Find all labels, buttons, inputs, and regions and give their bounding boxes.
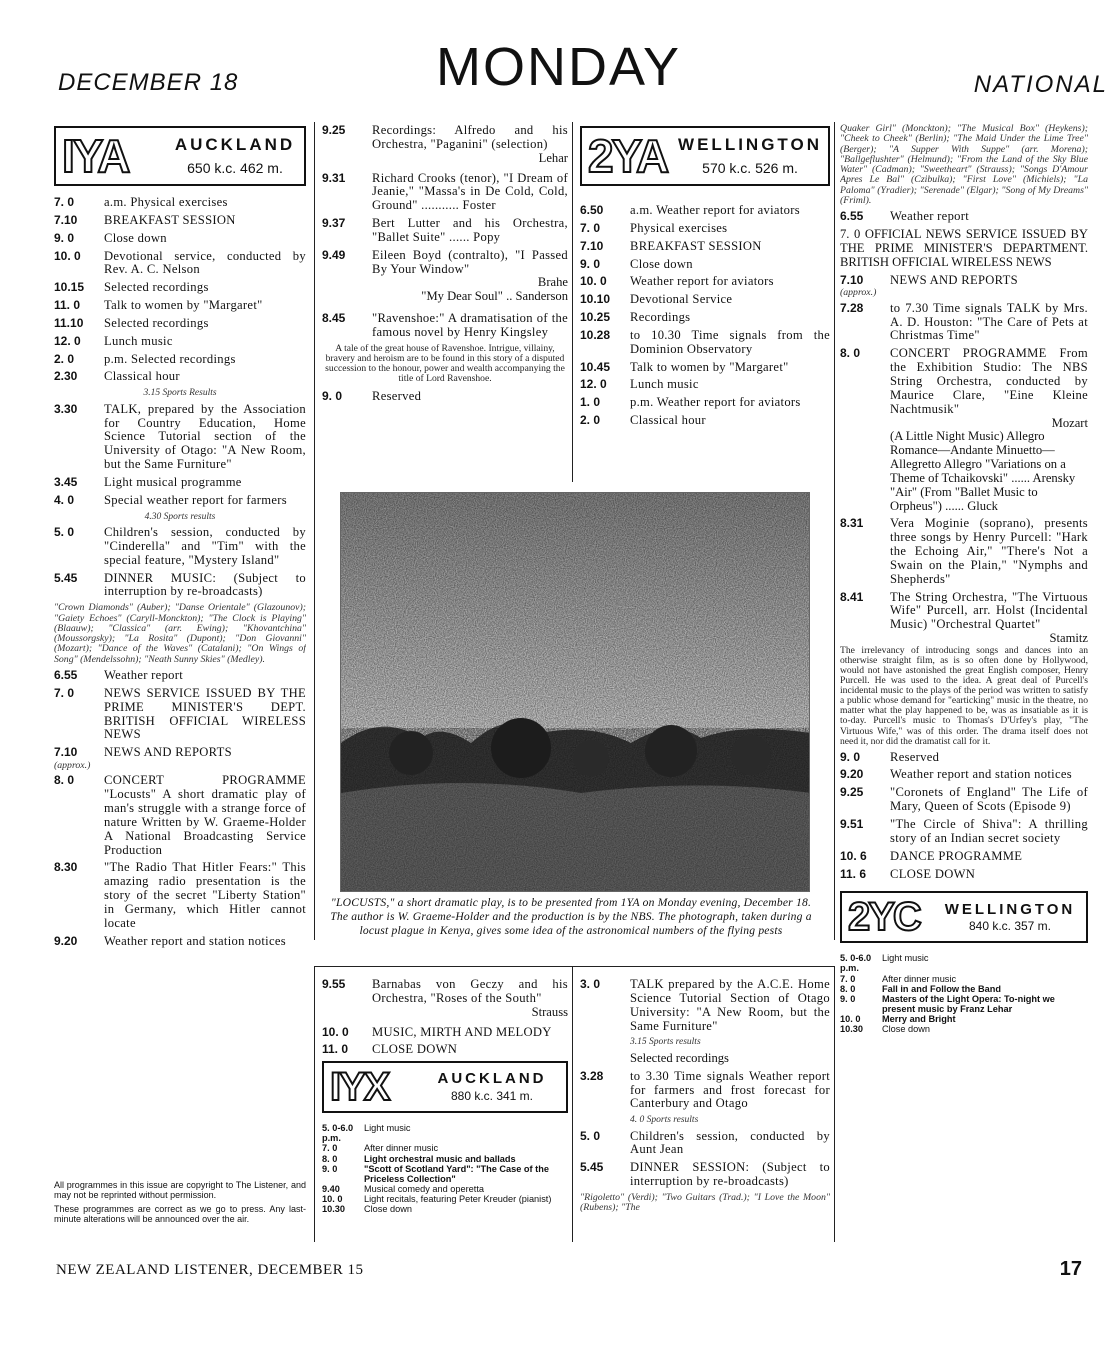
programme-description: "Ravenshoe:" A dramatisation of the famous novel by Henry Kingsley: [372, 311, 568, 339]
programme-description: Selected recordings: [104, 280, 209, 295]
programme-description: CONCERT PROGRAMME From the Exhibition Studio: The NBS String Orchestra, conducted by Maurice Clare, "Eine Kleine Nachtmusik": [890, 346, 1088, 416]
programme-description: Recordings: [630, 310, 691, 325]
approx-note: (approx.): [54, 760, 91, 772]
station-frequency: 650 k.c. 462 m.: [187, 159, 283, 176]
programme-item: [322, 390, 568, 404]
programme-item: [322, 1026, 568, 1040]
programme-time: 12. 0: [580, 377, 607, 392]
programme-item: [840, 591, 1088, 633]
programme-item: [322, 1123, 568, 1143]
programme-time: 10. 6: [840, 848, 867, 863]
programme-description: Fall in and Follow the Band: [882, 983, 1001, 994]
programme-description: Lunch music: [630, 377, 699, 392]
column-1YA: [54, 126, 306, 1176]
programme-item: [840, 850, 1088, 864]
sports-note: 3.15 Sports results: [630, 1037, 701, 1048]
station-city: WELLINGTON: [678, 134, 822, 154]
day-title: MONDAY: [436, 37, 682, 97]
programme-description: Weather report: [104, 667, 184, 682]
programme-item: [840, 210, 1088, 224]
sports-note: 3.15 Sports Results: [143, 388, 217, 399]
programme-item: [322, 1154, 568, 1164]
programme-description: "The Circle of Shiva": A thrilling story of an Indian secret society: [890, 817, 1088, 845]
column-2YA: [580, 126, 830, 486]
programme-item: [840, 751, 1088, 765]
programme-time: 9.20: [54, 933, 78, 948]
programme-time: 9.25: [322, 124, 346, 137]
programme-time: 10.28: [580, 327, 611, 342]
copyright-text: All programmes in this issue are copyright to The Listener, and may not be reprinted without permission.: [54, 1180, 306, 1201]
programme-description: Masters of the Light Opera: To-night we present music by Franz Lehar: [882, 993, 1055, 1014]
programme-time: 9.37: [322, 216, 346, 231]
programme-description: Light music: [364, 1123, 411, 1134]
programme-time: 8. 0: [840, 346, 861, 361]
station-box-2YA: [580, 126, 830, 186]
programme-description: Light musical programme: [104, 474, 242, 489]
programme-description: After dinner music: [882, 973, 957, 984]
network-label: NATIONAL: [973, 71, 1108, 98]
programme-description: Devotional service, conducted by Rev. A. C. Nelson: [104, 248, 306, 277]
programme-item: [54, 403, 306, 472]
composer: Mozart: [1051, 415, 1088, 430]
programme-time: 10. 0: [840, 1014, 861, 1025]
programme-item: [580, 329, 830, 357]
programme-item: [54, 232, 306, 246]
programme-description: NEWS SERVICE ISSUED BY THE PRIME MINISTER'S DEPT. BRITISH OFFICIAL WIRELESS NEWS: [104, 685, 306, 742]
programme-item: [580, 222, 830, 236]
programme-time: 10. 0: [54, 248, 81, 263]
programme-item: [580, 361, 830, 375]
programme-item: [54, 299, 306, 313]
programme-description: Merry and Bright: [882, 1014, 956, 1025]
programme-time: 8. 0: [54, 773, 75, 788]
programme-description: Barnabas von Geczy and his Orchestra, "Roses of the South": [372, 978, 568, 1005]
programme-item: [54, 214, 306, 228]
programme-description: Close down: [882, 1024, 931, 1035]
programme-item: [580, 293, 830, 307]
sports-note: 4. 0 Sports results: [630, 1115, 699, 1126]
programme-item: [322, 217, 568, 245]
programme-description: TALK, prepared by the Association for Country Education, Home Science Tutorial section of the University of Otago: "A New Room, but the Same Furniture": [104, 401, 306, 472]
station-frequency: 570 k.c. 526 m.: [702, 159, 798, 176]
column-1YA-continued: [322, 124, 568, 484]
programme-description: Weather report: [890, 209, 970, 224]
station-logo-2YC: 2YC: [848, 895, 920, 940]
programme-item: [840, 786, 1088, 814]
programme-item: [54, 335, 306, 349]
programme-item: [54, 935, 306, 949]
programme-item: [580, 1161, 830, 1189]
programme-time: 7. 0: [322, 1143, 338, 1154]
programme-item: [322, 978, 568, 1006]
programme-time: 11. 6: [840, 866, 867, 881]
programme-time: 6.55: [840, 209, 864, 224]
programme-description: NEWS AND REPORTS: [890, 272, 1018, 287]
programme-item: [54, 774, 306, 857]
programme-item: [54, 250, 306, 278]
programme-time: 10.15: [54, 280, 85, 295]
programme-item: [580, 396, 830, 410]
programme-time: 9.31: [322, 170, 346, 185]
programme-description: Light music: [882, 953, 929, 964]
programme-description: to 7.30 Time signals TALK by Mrs. A. D. Houston: "The Care of Pets at Christmas Time": [890, 300, 1088, 343]
programme-item: [580, 414, 830, 428]
programme-description: Talk to women by "Margaret": [630, 359, 789, 374]
programme-time: 9.20: [840, 767, 864, 782]
programme-time: 12. 0: [54, 333, 81, 348]
programme-description: Close down: [630, 256, 693, 271]
programme-time: 8.30: [54, 860, 78, 875]
photo-caption: "LOCUSTS," a short dramatic play, is to be presented from 1YA on Monday evening, December 18. The author is W. Graeme-Holder and the production is by the NBS. The photograph, taken during a locust plague in Kenya, gives some idea of the astronomical numbers of the flying pests: [330, 896, 812, 937]
programme-time: 1. 0: [580, 395, 601, 410]
programme-item: [840, 768, 1088, 782]
programme-time: 11.10: [54, 315, 84, 330]
programme-time: 8.41: [840, 589, 864, 604]
programme-time: 10.30: [322, 1204, 345, 1215]
programme-description: Light recitals, featuring Peter Kreuder (pianist): [364, 1193, 552, 1204]
programme-description: Selected recordings: [104, 315, 209, 330]
programme-time: 9. 0: [322, 1163, 338, 1174]
programme-description: The String Orchestra, "The Virtuous Wife" Purcell, arr. Holst (Incidental Music) "Orchestral Quartet": [890, 589, 1088, 632]
programme-time: 8.31: [840, 516, 864, 531]
programme-time: 10.25: [580, 310, 611, 325]
programme-description: Weather report and station notices: [104, 933, 286, 948]
programme-time: 9. 0: [840, 749, 861, 764]
programme-time: 10.45: [580, 359, 611, 374]
programme-item: [54, 370, 306, 384]
programme-item: [840, 984, 1088, 994]
programme-description: Weather report and station notices: [890, 767, 1072, 782]
programme-time: 2. 0: [580, 413, 601, 428]
programme-description: Talk to women by "Margaret": [104, 298, 263, 313]
programme-item: [54, 353, 306, 367]
alterations-text: These programmes are correct as we go to press. Any last-minute alterations will be announced over the air.: [54, 1203, 306, 1225]
programme-item: [322, 312, 568, 340]
programme-item: [840, 953, 1088, 973]
programme-description: p.m. Selected recordings: [104, 351, 236, 366]
programme-item: [580, 204, 830, 218]
station-box-1YA: [54, 126, 306, 186]
programme-description: BREAKFAST SESSION: [630, 238, 762, 253]
programme-item: [580, 1070, 830, 1112]
programme-item: [840, 1024, 1088, 1034]
station-city: WELLINGTON: [944, 900, 1076, 918]
programme-item: [322, 1164, 568, 1184]
programme-description: Children's session, conducted by "Cinderella" and "Tim" with the special feature, "Mystery Island": [104, 525, 306, 567]
programme-item: [54, 281, 306, 295]
programme-description: Richard Crooks (tenor), "I Dream of Jeanie," "Massa's in De Cold, Cold, Ground" ........... Foster: [372, 170, 568, 213]
station-frequency: 840 k.c. 357 m.: [968, 919, 1052, 934]
programme-item: [580, 311, 830, 325]
programme-description: MUSIC, MIRTH AND MELODY: [372, 1024, 552, 1039]
programme-time: 8. 0: [322, 1153, 338, 1164]
programme-item: [580, 275, 830, 289]
news-service: 7. 0 OFFICIAL NEWS SERVICE ISSUED BY THE PRIME MINISTER'S DEPARTMENT. BRITISH OFFICIAL WIRELESS NEWS: [840, 227, 1088, 269]
programme-time: 5.45: [54, 570, 78, 585]
station-city: AUCKLAND: [174, 134, 296, 154]
column-2YA-continued: [840, 124, 1088, 1254]
date-header: DECEMBER 18: [58, 69, 239, 96]
programme-time: 3.45: [54, 474, 78, 489]
programme-time: 4. 0: [54, 492, 75, 507]
programme-item: [54, 196, 306, 210]
programme-time: 10. 0: [580, 274, 607, 289]
programme-time: 9. 0: [322, 389, 343, 404]
programme-time: 9.55: [322, 978, 346, 991]
dinner-music-list: "Rigoletto" (Verdi); "Two Guitars (Trad.); "I Love the Moon" (Rubens); "The: [580, 1192, 830, 1214]
composer: Stamitz: [1049, 631, 1088, 646]
programme-time: 10.30: [840, 1024, 863, 1035]
programme-item: [840, 302, 1088, 344]
programme-item: [322, 1194, 568, 1204]
programme-time: 11. 0: [322, 1042, 349, 1057]
programme-item: [54, 746, 306, 760]
programme-description: After dinner music: [364, 1143, 439, 1154]
programme-item: [322, 124, 568, 152]
programme-description: Close down: [104, 230, 167, 245]
programme-item: [322, 1184, 568, 1194]
station-city: AUCKLAND: [437, 1070, 547, 1088]
programme-item: [322, 1143, 568, 1153]
programme-description: Classical hour: [630, 413, 706, 428]
programme-item: [54, 861, 306, 930]
ravenshoe-blurb: A tale of the great house of Ravenshoe. Intrigue, villainy, bravery and heroism are to be found in this story of a disputed succession to the honour, power and wealth accompanying the title of Lord Ravenshoe.: [325, 342, 565, 384]
programme-description: Special weather report for farmers: [104, 492, 287, 507]
programme-time: 2.30: [54, 369, 78, 384]
programme-description: TALK prepared by the A.C.E. Home Science Tutorial Section of Otago University: "A New Room, but the Same Furniture": [630, 978, 830, 1033]
programme-description: Eileen Boyd (contralto), "I Passed By Your Window": [372, 247, 568, 276]
programme-item: [322, 1204, 568, 1214]
programme-description: Recordings: Alfredo and his Orchestra, "Paganini" (selection): [372, 124, 568, 151]
programme-item: [840, 517, 1088, 586]
programme-description: Vera Moginie (soprano), presents three songs by Henry Purcell: "Hark the Echoing Air," "There's Not a Swain on the Plain," "Nymphs and Shepherds": [890, 516, 1088, 586]
programme-description: CONCERT PROGRAMME "Locusts" A short dramatic play of man's struggle with a strange force of nature Written by W. Graeme-Holder A National Broadcasting Service Production: [104, 773, 306, 857]
song-line: "My Dear Soul" .. Sanderson: [421, 289, 568, 304]
programme-description: Reserved: [890, 749, 940, 764]
station-logo-1YA: IYA: [62, 130, 129, 182]
programme-description: Reserved: [372, 389, 422, 404]
programme-description: to 10.30 Time signals from the Dominion Observatory: [630, 327, 830, 356]
programme-description: a.m. Weather report for aviators: [630, 203, 800, 217]
programme-description: CLOSE DOWN: [372, 1042, 458, 1057]
programme-time: 7. 0: [840, 973, 856, 984]
selected-recordings: Selected recordings: [630, 1050, 729, 1065]
programme-time: 7.10: [580, 238, 604, 253]
purcell-essay: The irrelevancy of introducing songs and dances into an otherwise straight film, as is so often done by Hollywood, would not have astonished the great English composer, Henry Purcell. He was used to the idea. A great deal of Purcell's incidental music to the plays of the period was written to satisfy a public whose demand for "earticking" music in the theatre, no matter what the play happened to be, was as insatiable as it is to-day. Purcell's music to Thomas's D'Urfey's play, "The Virtuous Wife," was of this order. The drama itself does not need it, nor did the dramatist call for it.: [840, 645, 1088, 747]
programme-item: [54, 526, 306, 568]
programme-item: [580, 258, 830, 272]
programme-time: 3. 0: [580, 978, 601, 991]
programme-item: [840, 347, 1088, 416]
programme-time: 5. 0-6.0 p.m.: [322, 1123, 354, 1144]
programme-item: [840, 994, 1088, 1014]
programme-description: DANCE PROGRAMME: [890, 848, 1023, 863]
programme-description: Musical comedy and operetta: [364, 1183, 485, 1194]
composer: Brahe: [537, 275, 568, 290]
dinner-music-list: Quaker Girl" (Monckton); "The Musical Box" (Heykens); "Cheek to Cheek" (Berlin); "The Maid Under the Lime Tree" (Berger); "A Supper With Suppe" (arr. Morena); "Ballgeflushter" (Helmund); "From the Land of the Sky Blue Water" (Cadman); "Sweetheart" (Strauss); "Songs D'Amour Apres Le Bal" (Czibulka); "First Love" (Michiels); "La Paloma" (Yradier); "Serenade" (Elgar); "Song of My Dreams" (Friml).: [840, 124, 1088, 206]
programme-description: DINNER SESSION: (Subject to interruption by re-broadcasts): [630, 1160, 830, 1189]
station-box-1YX: [322, 1061, 568, 1113]
programme-item: [322, 172, 568, 214]
programme-item: [580, 240, 830, 254]
programme-description: Bert Lutter and his Orchestra, "Ballet Suite" ...... Popy: [372, 216, 568, 244]
programme-time: 6.55: [54, 667, 78, 682]
programme-description: p.m. Weather report for aviators: [630, 395, 801, 410]
programme-description: Devotional Service: [630, 292, 733, 307]
programme-time: 10. 0: [322, 1193, 343, 1204]
programme-description: DINNER MUSIC: (Subject to interruption by re-broadcasts): [104, 570, 306, 599]
programme-time: 7. 0: [54, 195, 75, 209]
programme-description: Weather report for aviators: [630, 274, 774, 289]
programme-time: 5. 0-6.0 p.m.: [840, 953, 872, 974]
station-frequency: 880 k.c. 341 m.: [450, 1088, 534, 1103]
programme-time: 10.10: [580, 292, 611, 307]
programme-description: Physical exercises: [630, 220, 728, 235]
station-box-2YC: [840, 891, 1088, 943]
programme-description: "The Radio That Hitler Fears:" This amazing radio presentation is the story of the secret "Liberty Station" in Germany, which Hitler cannot locate: [104, 860, 306, 930]
programme-description: Light orchestral music and ballads: [364, 1153, 516, 1164]
programme-item: [580, 378, 830, 392]
programme-time: 7. 0: [54, 685, 75, 700]
programme-item: [322, 249, 568, 277]
page-number: 17: [1059, 1258, 1082, 1280]
programme-time: 7.10: [54, 745, 78, 760]
programme-item: [840, 818, 1088, 846]
programme-item: [840, 868, 1088, 882]
programme-item: [580, 1130, 830, 1158]
programme-time: 9.51: [840, 817, 864, 831]
programme-item: [54, 687, 306, 742]
sports-note: 4.30 Sports results: [144, 511, 216, 522]
programme-time: 9.49: [322, 247, 346, 262]
programme-time: 7.10: [840, 272, 864, 287]
programme-item: [322, 1043, 568, 1057]
locusts-photo: [340, 492, 810, 892]
programme-time: 8.45: [322, 311, 346, 326]
programme-item: [54, 669, 306, 683]
programme-time: 5.45: [580, 1160, 604, 1175]
copyright-notice: [54, 1180, 306, 1224]
programme-time: 10. 0: [322, 1024, 349, 1039]
programme-description: Classical hour: [104, 369, 180, 384]
programme-time: 5. 0: [580, 1128, 601, 1143]
programme-time: 6.50: [580, 203, 604, 217]
dinner-music-list: "Crown Diamonds" (Auber); "Danse Orientale" (Glazounov); "Gaiety Echoes" (Caryll-Monckton); "The Clock is Playing" (Blaauw); "Classica" (arr. Ewing); "Khovantchina" (Moussorgsky); "La Rosita" (Dupont); "Don Giovanni" (Mozart); "Dance of the Waves" (Catalani); "On Wings of Song" (Mendelssohn); "Neath Sunny Skies" (Medley).: [54, 602, 306, 665]
composer: Lehar: [538, 150, 568, 165]
programme-time: 9.25: [840, 785, 864, 800]
programme-description: Lunch music: [104, 333, 173, 348]
programme-description: Children's session, conducted by Aunt Jean: [630, 1128, 830, 1157]
programme-time: 9.40: [322, 1183, 340, 1194]
programme-item: [54, 317, 306, 331]
station-logo-2YA: 2YA: [588, 130, 668, 182]
programme-time: 11. 0: [54, 298, 81, 313]
column-1YA-late: [322, 978, 568, 1248]
programme-description: CLOSE DOWN: [890, 866, 976, 881]
concert-programme: (A Little Night Music) Allegro Romance—Andante Minuetto—Allegretto Allegro "Variations on a Theme of Tchaikovski" ...... Arensky "Air" (From "Ballet Music to Orpheus") ...... Gluck: [890, 429, 1076, 513]
programme-item: [54, 494, 306, 508]
programme-time: 9. 0: [580, 256, 601, 271]
programme-description: "Coronets of England" The Life of Mary, Queen of Scots (Episode 9): [890, 785, 1088, 814]
station-logo-1YX: IYX: [330, 1065, 389, 1110]
programme-item: [840, 274, 1088, 288]
programme-description: Close down: [364, 1204, 413, 1215]
programme-item: [580, 978, 830, 1033]
programme-item: [54, 476, 306, 490]
programme-time: 7.28: [840, 300, 864, 315]
programme-time: 3.30: [54, 401, 78, 416]
programme-description: to 3.30 Time signals Weather report for farmers and frost forecast for Canterbury and Otago: [630, 1068, 830, 1111]
programme-time: 2. 0: [54, 351, 75, 366]
programme-item: [840, 1014, 1088, 1024]
programme-description: BREAKFAST SESSION: [104, 212, 236, 227]
programme-time: 7. 0: [580, 220, 601, 235]
programme-description: "Scott of Scotland Yard": "The Case of the Priceless Collection": [364, 1163, 549, 1184]
programme-description: NEWS AND REPORTS: [104, 745, 232, 760]
programme-item: [54, 572, 306, 600]
programme-time: 7.10: [54, 212, 78, 227]
footer-title: NEW ZEALAND LISTENER, DECEMBER 15: [56, 1262, 364, 1278]
programme-time: 3.28: [580, 1068, 604, 1083]
programme-description: a.m. Physical exercises: [104, 195, 228, 209]
approx-note: (approx.): [840, 287, 877, 299]
programme-time: 8. 0: [840, 983, 856, 994]
programme-item: [840, 974, 1088, 984]
composer: Strauss: [531, 1004, 568, 1019]
programme-time: 9. 0: [840, 993, 856, 1004]
programme-time: 5. 0: [54, 525, 75, 540]
column-2YA-afternoon: [580, 978, 830, 1248]
programme-time: 9. 0: [54, 230, 75, 245]
